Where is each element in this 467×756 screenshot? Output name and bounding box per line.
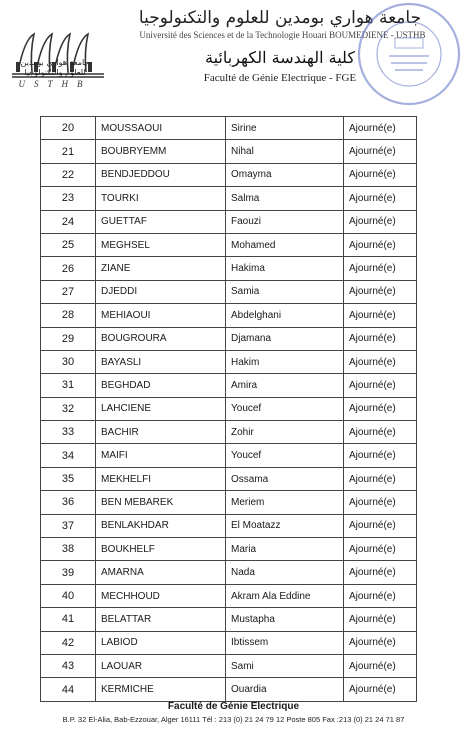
row-number-cell: 37 — [41, 514, 96, 537]
result-cell: Ajourné(e) — [344, 233, 417, 256]
table-row — [41, 491, 417, 514]
result-cell: Ajourné(e) — [344, 397, 417, 420]
last-name-cell: LAHCIENE — [96, 397, 226, 420]
last-name-cell: MAIFI — [96, 444, 226, 467]
row-number-cell: 20 — [41, 117, 96, 140]
first-name-cell: Amira — [226, 374, 344, 397]
row-number-cell: 29 — [41, 327, 96, 350]
last-name-cell: MOUSSAOUI — [96, 117, 226, 140]
table-row — [41, 631, 417, 654]
table-row — [41, 257, 417, 280]
result-cell: Ajourné(e) — [344, 304, 417, 327]
table-row — [41, 678, 417, 701]
faculty-name-arabic: كلية الهندسة الكهربائية — [205, 48, 355, 67]
result-cell: Ajourné(e) — [344, 538, 417, 561]
result-cell: Ajourné(e) — [344, 163, 417, 186]
first-name-cell: Djamana — [226, 327, 344, 350]
result-cell: Ajourné(e) — [344, 654, 417, 677]
result-cell: Ajourné(e) — [344, 140, 417, 163]
result-cell: Ajourné(e) — [344, 421, 417, 444]
table-row — [41, 327, 417, 350]
last-name-cell: BACHIR — [96, 421, 226, 444]
first-name-cell: Maria — [226, 538, 344, 561]
table-row — [41, 140, 417, 163]
last-name-cell: MEHIAOUI — [96, 304, 226, 327]
last-name-cell: GUETTAF — [96, 210, 226, 233]
footer-title: Faculté de Génie Electrique — [167, 701, 300, 712]
official-stamp — [355, 0, 463, 108]
table-row — [41, 210, 417, 233]
result-cell: Ajourné(e) — [344, 210, 417, 233]
first-name-cell: Abdelghani — [226, 304, 344, 327]
last-name-cell: BEGHDAD — [96, 374, 226, 397]
last-name-cell: MEGHSEL — [96, 233, 226, 256]
result-cell: Ajourné(e) — [344, 187, 417, 210]
table-row — [41, 117, 417, 140]
first-name-cell: Nihal — [226, 140, 344, 163]
row-number-cell: 27 — [41, 280, 96, 303]
last-name-cell: KERMICHE — [96, 678, 226, 701]
result-cell: Ajourné(e) — [344, 257, 417, 280]
first-name-cell: Hakima — [226, 257, 344, 280]
last-name-cell: BEN MEBAREK — [96, 491, 226, 514]
row-number-cell: 44 — [41, 678, 96, 701]
first-name-cell: Sirine — [226, 117, 344, 140]
logo-latin-text: USTHB — [18, 79, 92, 89]
result-cell: Ajourné(e) — [344, 280, 417, 303]
first-name-cell: Meriem — [226, 491, 344, 514]
last-name-cell: BOUKHELF — [96, 538, 226, 561]
result-cell: Ajourné(e) — [344, 608, 417, 631]
result-cell: Ajourné(e) — [344, 444, 417, 467]
faculty-name-french: Faculté de Génie Electrique - FGE — [203, 72, 357, 84]
stamp-box — [395, 38, 423, 48]
logo-arabic-text: جامعة هواري بومدين للعلوم والتكنولوجيا — [20, 58, 90, 77]
results-table-container — [40, 116, 416, 702]
first-name-cell: Ibtissem — [226, 631, 344, 654]
university-name-french: Université des Sciences et de la Technologie Houari BOUMEDIENE - USTHB — [139, 30, 426, 40]
row-number-cell: 41 — [41, 608, 96, 631]
table-row — [41, 654, 417, 677]
results-table — [40, 116, 417, 702]
row-number-cell: 23 — [41, 187, 96, 210]
table-row — [41, 163, 417, 186]
table-row — [41, 374, 417, 397]
table-row — [41, 397, 417, 420]
document-header — [0, 0, 467, 110]
table-row — [41, 467, 417, 490]
stamp-inner-ring — [377, 22, 441, 86]
row-number-cell: 21 — [41, 140, 96, 163]
row-number-cell: 43 — [41, 654, 96, 677]
row-number-cell: 31 — [41, 374, 96, 397]
row-number-cell: 30 — [41, 350, 96, 373]
row-number-cell: 22 — [41, 163, 96, 186]
row-number-cell: 33 — [41, 421, 96, 444]
last-name-cell: DJEDDI — [96, 280, 226, 303]
table-row — [41, 538, 417, 561]
first-name-cell: Youcef — [226, 397, 344, 420]
table-row — [41, 561, 417, 584]
first-name-cell: Akram Ala Eddine — [226, 584, 344, 607]
footer-address: B.P. 32 El-Alia, Bab-Ezzouar, Alger 16111 Tél : 213 (0) 21 24 79 12 Poste 805 Fax :213 (0) 21 24 71 87 — [62, 715, 405, 724]
last-name-cell: BENLAKHDAR — [96, 514, 226, 537]
first-name-cell: Ouardia — [226, 678, 344, 701]
result-cell: Ajourné(e) — [344, 327, 417, 350]
table-row — [41, 350, 417, 373]
table-row — [41, 304, 417, 327]
last-name-cell: ZIANE — [96, 257, 226, 280]
table-row — [41, 233, 417, 256]
result-cell: Ajourné(e) — [344, 467, 417, 490]
row-number-cell: 39 — [41, 561, 96, 584]
last-name-cell: BOUBRYEMM — [96, 140, 226, 163]
first-name-cell: Hakim — [226, 350, 344, 373]
last-name-cell: BOUGROURA — [96, 327, 226, 350]
last-name-cell: TOURKI — [96, 187, 226, 210]
table-row — [41, 608, 417, 631]
result-cell: Ajourné(e) — [344, 584, 417, 607]
row-number-cell: 24 — [41, 210, 96, 233]
row-number-cell: 38 — [41, 538, 96, 561]
first-name-cell: Sami — [226, 654, 344, 677]
table-row — [41, 280, 417, 303]
last-name-cell: BELATTAR — [96, 608, 226, 631]
row-number-cell: 36 — [41, 491, 96, 514]
table-row — [41, 584, 417, 607]
row-number-cell: 28 — [41, 304, 96, 327]
last-name-cell: LABIOD — [96, 631, 226, 654]
last-name-cell: AMARNA — [96, 561, 226, 584]
first-name-cell: Samia — [226, 280, 344, 303]
table-row — [41, 421, 417, 444]
last-name-cell: LAOUAR — [96, 654, 226, 677]
first-name-cell: Mustapha — [226, 608, 344, 631]
first-name-cell: Faouzi — [226, 210, 344, 233]
first-name-cell: Zohir — [226, 421, 344, 444]
row-number-cell: 25 — [41, 233, 96, 256]
first-name-cell: Omayma — [226, 163, 344, 186]
result-cell: Ajourné(e) — [344, 117, 417, 140]
result-cell: Ajourné(e) — [344, 491, 417, 514]
table-row — [41, 514, 417, 537]
last-name-cell: MEKHELFI — [96, 467, 226, 490]
last-name-cell: MECHHOUD — [96, 584, 226, 607]
result-cell: Ajourné(e) — [344, 631, 417, 654]
row-number-cell: 40 — [41, 584, 96, 607]
row-number-cell: 35 — [41, 467, 96, 490]
university-name-arabic: جامعة هواري بومدين للعلوم والتكنولوجيا — [138, 8, 422, 28]
stamp-outer-ring — [359, 4, 459, 104]
result-cell: Ajourné(e) — [344, 678, 417, 701]
row-number-cell: 42 — [41, 631, 96, 654]
result-cell: Ajourné(e) — [344, 350, 417, 373]
first-name-cell: Youcef — [226, 444, 344, 467]
stamp-lines — [389, 56, 429, 70]
first-name-cell: El Moatazz — [226, 514, 344, 537]
last-name-cell: BAYASLI — [96, 350, 226, 373]
table-row — [41, 444, 417, 467]
result-cell: Ajourné(e) — [344, 561, 417, 584]
first-name-cell: Nada — [226, 561, 344, 584]
table-row — [41, 187, 417, 210]
row-number-cell: 32 — [41, 397, 96, 420]
last-name-cell: BENDJEDDOU — [96, 163, 226, 186]
first-name-cell: Salma — [226, 187, 344, 210]
row-number-cell: 34 — [41, 444, 96, 467]
first-name-cell: Mohamed — [226, 233, 344, 256]
result-cell: Ajourné(e) — [344, 374, 417, 397]
results-table-body — [41, 117, 417, 702]
row-number-cell: 26 — [41, 257, 96, 280]
result-cell: Ajourné(e) — [344, 514, 417, 537]
first-name-cell: Ossama — [226, 467, 344, 490]
